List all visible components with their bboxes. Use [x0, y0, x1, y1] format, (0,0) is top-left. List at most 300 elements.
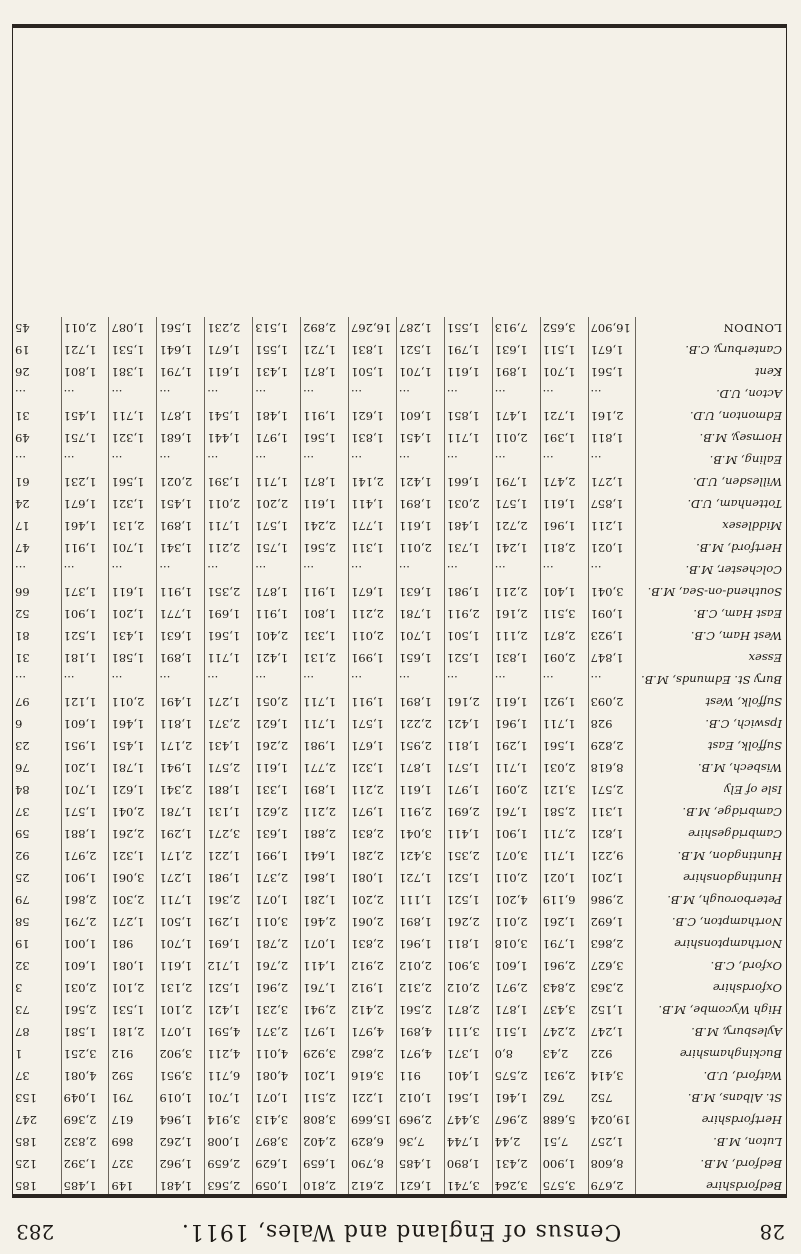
table-cell: 2,041 [109, 801, 157, 823]
table-cell: 2,563 [205, 1175, 253, 1197]
table-cell: 19,024 [588, 1109, 636, 1131]
table-cell: 1,581 [109, 647, 157, 669]
table-cell: 3,447 [444, 1109, 492, 1131]
table-cell: 1,911 [301, 405, 349, 427]
table-cell: 7,36 [396, 1131, 444, 1153]
table-cell: 1,571 [444, 757, 492, 779]
table-cell: 76 [13, 757, 61, 779]
table-cell: ... [301, 449, 349, 471]
table-cell: 1,291 [157, 823, 205, 845]
table-cell: 1,421 [253, 647, 301, 669]
table-cell: 1,371 [61, 581, 109, 603]
table-cell: 2,201 [348, 889, 396, 911]
table-cell: 3,421 [396, 845, 444, 867]
table-cell: 2,011 [109, 691, 157, 713]
table-cell: 1,641 [301, 845, 349, 867]
table-cell: 4,211 [205, 1043, 253, 1065]
table-cell: 1,521 [444, 647, 492, 669]
table-cell: 1,941 [157, 757, 205, 779]
table-row [13, 779, 786, 801]
table-row [13, 867, 786, 889]
table-cell: 1,891 [492, 361, 540, 383]
table-cell: 1,871 [301, 471, 349, 493]
table-cell: 2,471 [540, 471, 588, 493]
table-cell: 1,871 [492, 999, 540, 1021]
table-cell: 1,012 [396, 1087, 444, 1109]
table-row [13, 691, 786, 713]
table-row [13, 1109, 786, 1131]
table-cell: 1,631 [157, 625, 205, 647]
table-cell: 1,721 [540, 405, 588, 427]
table-cell: 1,461 [109, 713, 157, 735]
table-cell: 1,611 [396, 515, 444, 537]
table-cell: 1,671 [205, 339, 253, 361]
table-cell: 3,264 [492, 1175, 540, 1197]
table-cell: 1,711 [205, 647, 253, 669]
table-cell: ... [492, 559, 540, 581]
table-cell: 1,731 [444, 537, 492, 559]
table-row [13, 713, 786, 735]
table-cell: 2,401 [253, 625, 301, 647]
table-cell: 3,041 [588, 581, 636, 603]
table-row [13, 537, 786, 559]
table-row [13, 493, 786, 515]
table-cell: 1,891 [301, 779, 349, 801]
table-row [13, 911, 786, 933]
table-cell: 2,031 [444, 493, 492, 515]
table-cell: 1,781 [157, 801, 205, 823]
table-cell: 45 [13, 317, 61, 339]
table-cell: 2,211 [301, 801, 349, 823]
table-cell: 1,601 [61, 713, 109, 735]
table-cell: 1,801 [301, 603, 349, 625]
table-cell: 1,311 [348, 537, 396, 559]
table-cell: 16,267 [348, 317, 396, 339]
table-cell: ... [253, 383, 301, 405]
table-cell: 79 [13, 889, 61, 911]
table-cell: ... [205, 449, 253, 471]
table-cell: ... [157, 559, 205, 581]
table-cell: ... [540, 449, 588, 471]
table-cell: 1,771 [157, 603, 205, 625]
table-cell: ... [588, 383, 636, 405]
table-cell: 1,871 [253, 581, 301, 603]
table-cell: ... [492, 383, 540, 405]
table-row [13, 603, 786, 625]
table-cell: 3,271 [205, 823, 253, 845]
table-cell: 52 [13, 603, 61, 625]
table-cell: 1,121 [61, 691, 109, 713]
table-cell: 1,831 [348, 339, 396, 361]
table-cell: 1,071 [253, 1087, 301, 1109]
table-cell: 3,071 [492, 845, 540, 867]
row-label: Aylesbury, M.B. [691, 1025, 782, 1039]
table-cell: 981 [109, 933, 157, 955]
table-row [13, 1065, 786, 1087]
table-cell: 2,832 [61, 1131, 109, 1153]
table-cell: 3,413 [253, 1109, 301, 1131]
table-cell: 81 [13, 625, 61, 647]
table-cell: 3,627 [588, 955, 636, 977]
table-cell: 1,921 [540, 691, 588, 713]
table-cell: 1,541 [205, 405, 253, 427]
table-cell: 1,262 [157, 1131, 205, 1153]
table-cell: 1,371 [444, 1043, 492, 1065]
table-cell: 1,521 [205, 977, 253, 999]
table-cell: 3,741 [444, 1175, 492, 1197]
table-cell: 2,581 [540, 801, 588, 823]
table-cell: 247 [13, 1109, 61, 1131]
table-cell: ... [109, 449, 157, 471]
table-row [13, 581, 786, 603]
table-cell: 1,485 [396, 1153, 444, 1175]
table-cell: 1,611 [301, 493, 349, 515]
table-cell: 2,031 [61, 977, 109, 999]
table-cell: 47 [13, 537, 61, 559]
table-cell: 1,631 [396, 581, 444, 603]
table-cell: 1,059 [253, 1175, 301, 1197]
row-label: West Ham, C.B. [690, 629, 782, 643]
table-cell: 1,181 [61, 647, 109, 669]
table-cell: 1,451 [109, 735, 157, 757]
table-cell: ... [205, 559, 253, 581]
table-cell: 922 [588, 1043, 636, 1065]
table-cell: 1,923 [588, 625, 636, 647]
table-cell: 2,951 [396, 735, 444, 757]
table-row [13, 449, 786, 471]
table-cell: 2,412 [348, 999, 396, 1021]
table-cell: 2,892 [301, 317, 349, 339]
table-cell: ... [13, 449, 61, 471]
table-cell: 1,481 [157, 1175, 205, 1197]
table-cell: 1,561 [157, 317, 205, 339]
table-cell: 2,986 [588, 889, 636, 911]
table-cell: 1,008 [205, 1131, 253, 1153]
row-label: East Ham, C.B. [693, 607, 782, 621]
table-cell: 6,119 [540, 889, 588, 911]
table-cell: 1,421 [205, 999, 253, 1021]
row-label: Luton, M.B. [713, 1135, 782, 1149]
table-cell: 1,881 [61, 823, 109, 845]
table-cell: 1,321 [348, 757, 396, 779]
table-cell: 2,561 [61, 999, 109, 1021]
table-cell: 1,761 [492, 801, 540, 823]
table-cell: 2,461 [301, 911, 349, 933]
table-cell: 87 [13, 1021, 61, 1043]
table-cell: ... [157, 383, 205, 405]
table-row [13, 977, 786, 999]
table-cell: 1,271 [205, 691, 253, 713]
table-cell: 2,351 [444, 845, 492, 867]
table-cell: 1,521 [61, 625, 109, 647]
table-cell: ... [348, 383, 396, 405]
table-cell: 2,561 [396, 999, 444, 1021]
table-cell: 1,521 [444, 867, 492, 889]
table-cell: 1,241 [492, 537, 540, 559]
table-cell: 1,071 [301, 933, 349, 955]
row-label: Ealing, M.B. [709, 453, 782, 467]
table-cell: 1,401 [540, 581, 588, 603]
table-cell: 1,513 [253, 317, 301, 339]
table-cell: 1,791 [540, 933, 588, 955]
table-cell: 2,961 [540, 955, 588, 977]
table-cell: 1,961 [492, 713, 540, 735]
table-cell: 1,391 [205, 471, 253, 493]
table-cell: 1,621 [109, 779, 157, 801]
table-cell: 1,287 [396, 317, 444, 339]
table-cell: 2,341 [157, 779, 205, 801]
row-label: Hornsey, M.B. [699, 431, 782, 445]
table-cell: 1,501 [348, 361, 396, 383]
table-cell: 1,021 [588, 537, 636, 559]
table-cell: 2,969 [396, 1109, 444, 1131]
table-cell: 1,971 [348, 801, 396, 823]
table-cell: 2,111 [492, 625, 540, 647]
table-cell: 1,501 [157, 911, 205, 933]
table-cell: 1,561 [444, 1087, 492, 1109]
table-cell: ... [253, 559, 301, 581]
table-cell: 2,402 [301, 1131, 349, 1153]
table-cell: 1,087 [109, 317, 157, 339]
table-cell: 2,967 [492, 1109, 540, 1131]
table-cell: 2,061 [348, 911, 396, 933]
table-row [13, 999, 786, 1021]
table-cell: 1,611 [109, 581, 157, 603]
table-cell: 2,211 [348, 603, 396, 625]
table-cell: 2,101 [109, 977, 157, 999]
table-cell: 1,531 [109, 999, 157, 1021]
table-cell: 1,491 [157, 691, 205, 713]
table-cell: 2,371 [253, 867, 301, 889]
table-cell: 3,251 [61, 1043, 109, 1065]
table-cell: 1,961 [540, 515, 588, 537]
table-cell: 1,962 [157, 1153, 205, 1175]
table-cell: ... [253, 449, 301, 471]
table-cell: 7,51 [540, 1131, 588, 1153]
table-cell: 2,201 [253, 493, 301, 515]
table-row [13, 823, 786, 845]
table-cell: 1,671 [348, 735, 396, 757]
table-cell: 2,363 [588, 977, 636, 999]
table-cell: 1,791 [444, 339, 492, 361]
table-cell: 8,790 [348, 1153, 396, 1175]
table-cell: 1,221 [205, 845, 253, 867]
table-cell: 1,611 [157, 955, 205, 977]
table-cell: 2,221 [396, 713, 444, 735]
table-cell: 4,081 [61, 1065, 109, 1087]
table-cell: 1,701 [61, 779, 109, 801]
table-cell: 2,781 [253, 933, 301, 955]
row-label: High Wycombe, M.B. [658, 1003, 782, 1017]
table-cell: 2,247 [540, 1021, 588, 1043]
table-cell: 4,971 [396, 1043, 444, 1065]
row-label: Hertfordshire [701, 1113, 782, 1127]
table-cell: 2,131 [109, 515, 157, 537]
table-cell: 1,611 [444, 361, 492, 383]
table-row [13, 1043, 786, 1065]
table-cell: 3,616 [348, 1065, 396, 1087]
table-cell: 2,863 [588, 933, 636, 955]
table-cell: 1,692 [588, 911, 636, 933]
table-cell: 762 [540, 1087, 588, 1109]
table-cell: 1,571 [348, 713, 396, 735]
table-cell: 1,111 [396, 889, 444, 911]
table-cell: ... [301, 559, 349, 581]
table-cell: ... [109, 669, 157, 691]
table-cell: 1,381 [109, 361, 157, 383]
table-cell: 1,421 [396, 471, 444, 493]
table-cell: 327 [109, 1153, 157, 1175]
table-cell: 2,862 [348, 1043, 396, 1065]
table-cell: 928 [588, 713, 636, 735]
table-cell: 1,281 [301, 889, 349, 911]
table-cell: 1,971 [253, 427, 301, 449]
table-cell: 1,871 [157, 405, 205, 427]
table-cell: 3,914 [205, 1109, 253, 1131]
table-cell: 1,601 [61, 955, 109, 977]
table-cell: 1,561 [205, 625, 253, 647]
table-cell: 2,141 [348, 471, 396, 493]
table-cell: 2,011 [492, 867, 540, 889]
table-cell: 1,681 [157, 427, 205, 449]
table-cell: 2,911 [444, 603, 492, 625]
table-cell: 2,011 [396, 537, 444, 559]
table-cell: 1,571 [253, 515, 301, 537]
table-cell: 2,351 [205, 581, 253, 603]
table-cell: 3,061 [109, 867, 157, 889]
table-cell: 617 [109, 1109, 157, 1131]
table-cell: 2,171 [157, 845, 205, 867]
table-row [13, 383, 786, 405]
table-cell: 1,721 [61, 339, 109, 361]
table-cell: 1,461 [61, 515, 109, 537]
table-cell: 4,971 [348, 1021, 396, 1043]
table-cell: 1,671 [348, 581, 396, 603]
table-cell: ... [301, 669, 349, 691]
table-cell: 2,161 [588, 405, 636, 427]
table-cell: 1,451 [396, 427, 444, 449]
table-cell: 2,211 [492, 581, 540, 603]
table-cell: 1,441 [205, 427, 253, 449]
table-cell: 1,629 [253, 1153, 301, 1175]
table-cell: 3,414 [588, 1065, 636, 1087]
table-cell: 1,691 [205, 933, 253, 955]
table-cell: 1,711 [540, 713, 588, 735]
table-cell: 1,991 [253, 845, 301, 867]
table-row [13, 933, 786, 955]
table-cell: 2,679 [588, 1175, 636, 1197]
table-cell: 1,811 [157, 713, 205, 735]
table-cell: 1,901 [492, 823, 540, 845]
table-cell: ... [109, 383, 157, 405]
table-cell: 3,111 [444, 1021, 492, 1043]
table-cell: 1,712 [205, 955, 253, 977]
table-cell: 2,811 [540, 537, 588, 559]
table-cell: 185 [13, 1131, 61, 1153]
table-row [13, 317, 786, 339]
table-cell: 2,091 [492, 779, 540, 801]
table-cell: 752 [588, 1087, 636, 1109]
row-label: Wisbech, M.B. [697, 761, 782, 775]
table-row [13, 889, 786, 911]
table-cell: 1,571 [492, 493, 540, 515]
table-cell: 1,881 [205, 779, 253, 801]
table-cell: 2,012 [444, 977, 492, 999]
table-cell: ... [588, 669, 636, 691]
table-row [13, 1131, 786, 1153]
table-cell: 2,371 [253, 1021, 301, 1043]
row-label: Bury St. Edmunds, M.B. [641, 673, 782, 687]
table-cell: 1,701 [205, 1087, 253, 1109]
table-cell: 1,581 [61, 1021, 109, 1043]
table-cell: 19 [13, 933, 61, 955]
table-cell: 592 [109, 1065, 157, 1087]
table-cell: 1,981 [301, 735, 349, 757]
table-cell: 2,031 [540, 757, 588, 779]
table-cell: 2,43 [540, 1043, 588, 1065]
table-cell: 1,211 [588, 515, 636, 537]
table-cell: 2,831 [348, 933, 396, 955]
table-cell: 1,561 [588, 361, 636, 383]
table-row [13, 427, 786, 449]
table-cell: 2,561 [301, 537, 349, 559]
table-cell: 3,575 [540, 1175, 588, 1197]
table-cell: 1,411 [444, 823, 492, 845]
table-cell: 1,331 [301, 625, 349, 647]
table-row [13, 757, 786, 779]
table-cell: 2,881 [301, 823, 349, 845]
table-cell: 1,621 [396, 1175, 444, 1197]
table-cell: 1,711 [540, 845, 588, 867]
table-row [13, 735, 786, 757]
table-cell: 1,561 [301, 427, 349, 449]
table-cell: 2,971 [61, 845, 109, 867]
table-cell: 1,671 [61, 493, 109, 515]
table-cell: 2,575 [492, 1065, 540, 1087]
table-cell: 2,971 [492, 977, 540, 999]
table-row [13, 1087, 786, 1109]
table-cell: 2,871 [444, 999, 492, 1021]
table-cell: 2,711 [540, 823, 588, 845]
table-cell: 1,781 [109, 757, 157, 779]
table-cell: 6 [13, 713, 61, 735]
table-cell: 1,831 [348, 427, 396, 449]
table-cell: 2,843 [540, 977, 588, 999]
table-cell: 2,871 [540, 625, 588, 647]
row-label: Acton, U.D. [716, 387, 782, 401]
table-cell: 2,431 [492, 1153, 540, 1175]
table-cell: 19 [13, 339, 61, 361]
table-cell: 1,081 [348, 867, 396, 889]
table-cell: 2,931 [540, 1065, 588, 1087]
table-cell: 2,829 [588, 735, 636, 757]
table-cell: 1,001 [61, 933, 109, 955]
table-cell: 1,431 [205, 735, 253, 757]
table-cell: 1,341 [157, 537, 205, 559]
table-cell: 1,511 [492, 1021, 540, 1043]
table-cell: 1,411 [348, 493, 396, 515]
table-cell: 2,091 [540, 647, 588, 669]
table-cell: 791 [109, 1087, 157, 1109]
table-cell: 84 [13, 779, 61, 801]
table-cell: 1,611 [253, 757, 301, 779]
row-label: Bedford, M.B. [700, 1157, 782, 1171]
page-title: Census of England and Wales, 1911. [180, 1219, 622, 1244]
table-cell: 1,801 [61, 361, 109, 383]
table-cell: 1,744 [444, 1131, 492, 1153]
table-cell: 2,011 [492, 911, 540, 933]
table-cell: 1,911 [348, 691, 396, 713]
